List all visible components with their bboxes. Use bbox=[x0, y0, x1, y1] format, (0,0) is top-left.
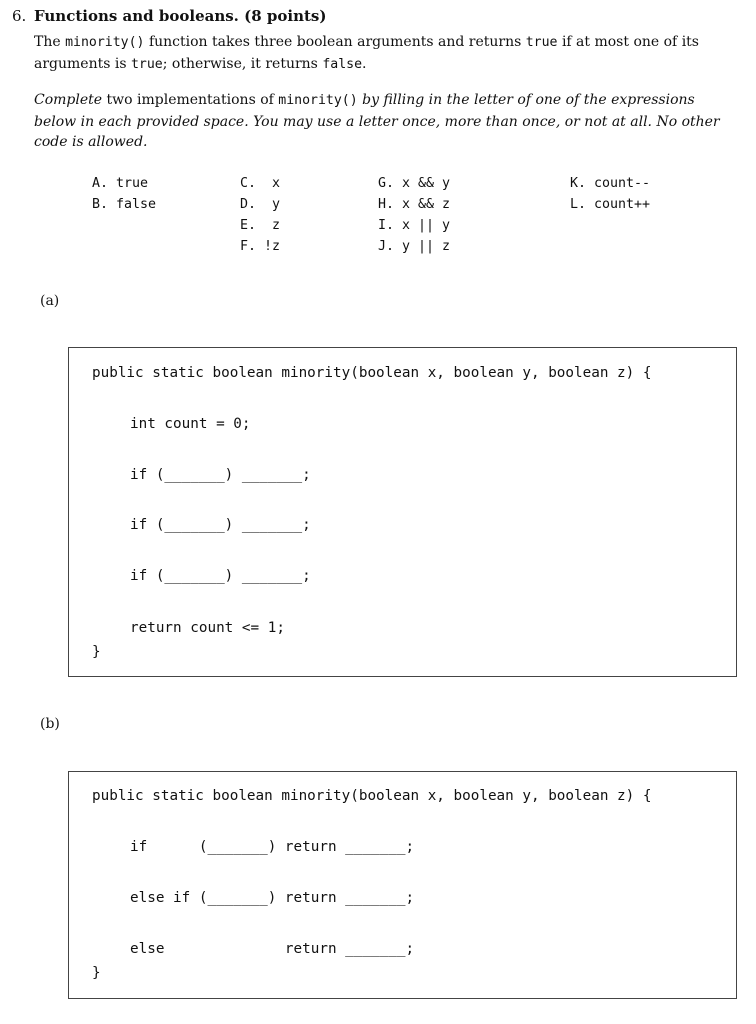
intro-text: if at most one of its arguments is bbox=[34, 34, 699, 72]
intro-paragraph bbox=[34, 32, 734, 75]
part-b-closing-brace: } bbox=[92, 965, 101, 981]
part-a-if-blank-3: if (_______) _______; bbox=[130, 568, 311, 584]
option-j: J. y || z bbox=[378, 239, 451, 254]
part-b-else-blank: else return _______; bbox=[130, 941, 415, 957]
option-f: F. !z bbox=[240, 239, 281, 254]
option-l: L. count++ bbox=[570, 197, 651, 212]
part-b-label: (b) bbox=[40, 716, 60, 732]
part-a-label: (a) bbox=[40, 293, 60, 309]
part-a-signature: public static boolean minority(boolean x, boolean y, boolean z) { bbox=[92, 365, 652, 381]
intro-text: . bbox=[362, 55, 367, 72]
part-b-signature: public static boolean minority(boolean x, boolean y, boolean z) { bbox=[92, 788, 652, 804]
part-a-code-box bbox=[68, 347, 737, 677]
option-d: D. y bbox=[240, 197, 281, 212]
instructions-emphasis: Complete bbox=[34, 92, 103, 108]
option-i: I. x || y bbox=[378, 218, 451, 233]
intro-text: function takes three boolean arguments and returns bbox=[144, 34, 526, 50]
instructions-code-minority: minority() bbox=[278, 93, 358, 108]
option-a: A. true bbox=[92, 176, 149, 191]
intro-text: The bbox=[34, 34, 66, 50]
instructions-paragraph bbox=[34, 90, 734, 153]
question-number: 6. bbox=[12, 7, 27, 25]
option-k: K. count-- bbox=[570, 176, 651, 191]
question-title: Functions and booleans. (8 points) bbox=[34, 7, 327, 25]
intro-code-true: true bbox=[130, 56, 163, 72]
intro-text: ; otherwise, it returns bbox=[162, 55, 323, 72]
option-g: G. x && y bbox=[378, 176, 451, 191]
option-h: H. x && z bbox=[378, 197, 451, 212]
option-c: C. x bbox=[240, 176, 281, 191]
intro-code-true: true bbox=[525, 35, 558, 50]
part-a-count-init: int count = 0; bbox=[130, 416, 251, 432]
instructions-text: two implementations of bbox=[102, 92, 279, 108]
part-b-code-box bbox=[68, 771, 737, 999]
intro-code-false: false bbox=[322, 56, 363, 72]
option-b: B. false bbox=[92, 197, 157, 212]
intro-code-minority: minority() bbox=[65, 35, 145, 50]
option-e: E. z bbox=[240, 218, 281, 233]
part-a-return: return count <= 1; bbox=[130, 620, 285, 636]
part-a-if-blank-1: if (_______) _______; bbox=[130, 467, 311, 483]
part-b-else-if-blank: else if (_______) return _______; bbox=[130, 890, 415, 906]
part-b-if-blank: if (_______) return _______; bbox=[130, 839, 415, 855]
part-a-if-blank-2: if (_______) _______; bbox=[130, 517, 311, 533]
instructions-text: by filling in the letter of one of the expressions below in each provided space. You may use a letter once, more than once, or not at all. No other code is allowed. bbox=[34, 92, 720, 150]
part-a-closing-brace: } bbox=[92, 644, 101, 660]
